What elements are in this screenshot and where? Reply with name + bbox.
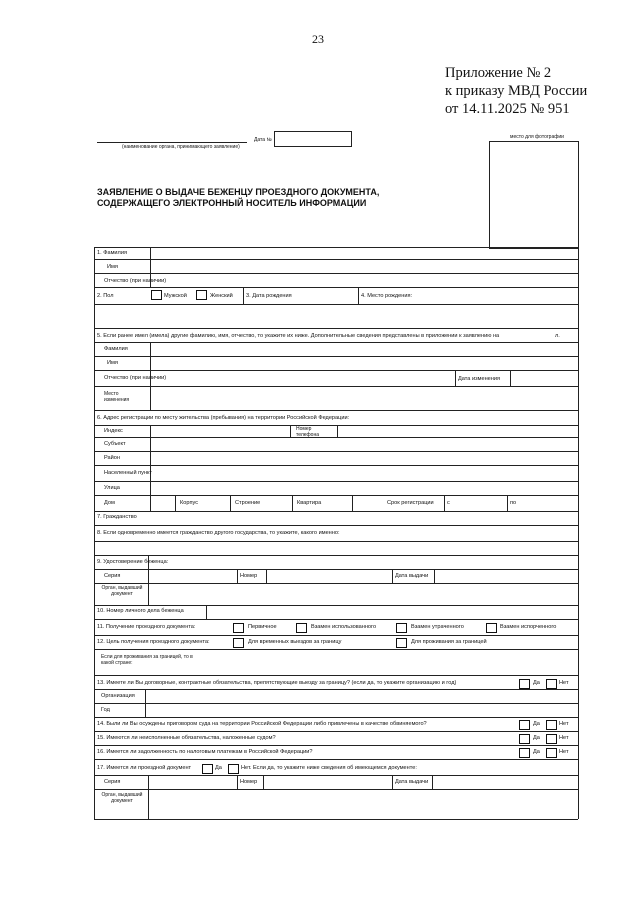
sex-male-checkbox[interactable] [151, 290, 162, 300]
conviction-no-checkbox[interactable] [546, 720, 557, 730]
obligations-label: 13. Имеете ли Вы договорные, контрактные обязательства, препятствующие выезду за границу? (если да, то укажите организацию и год) [97, 680, 457, 686]
sex-label: 2. Пол [97, 293, 114, 299]
existing-doc-yes-checkbox[interactable] [202, 764, 213, 774]
structure-label: Строение [235, 500, 261, 506]
doc-series-label: Серия [104, 779, 121, 785]
patronymic-label: Отчество (при наличии) [104, 278, 167, 284]
doc-number-label: Номер [240, 779, 258, 785]
existing-doc-label: 17. Имеется ли проездной документ [97, 765, 192, 771]
tax-no-checkbox[interactable] [546, 748, 557, 758]
receipt-lost-checkbox[interactable] [396, 623, 407, 633]
street-label: Улица [104, 485, 120, 491]
existing-doc-no-label: Нет. Если да, то укажите ниже сведения об имеющемся документе: [241, 765, 417, 771]
year-label: Год [101, 707, 110, 713]
reg-to-label: по [510, 500, 517, 506]
address-text: 6. Адрес регистрации по месту жительства (пребывания) на территории Российской Федерации: [97, 415, 350, 421]
page-number: 23 [312, 32, 324, 46]
sex-male-label: Мужской [164, 293, 187, 299]
receipt-damaged-checkbox[interactable] [486, 623, 497, 633]
reg-period-label: Срок регистрации [387, 500, 434, 506]
photo-placeholder [489, 141, 579, 249]
authority-line [97, 142, 247, 143]
reg-from-label: с [447, 500, 450, 506]
purpose-label: 12. Цель получения проездного документа: [97, 639, 210, 645]
appendix-line-3: от 14.11.2025 № 951 [445, 101, 570, 117]
settlement-label: Населенный пункт [104, 470, 153, 476]
building-label: Корпус [180, 500, 199, 506]
receipt-used-checkbox[interactable] [296, 623, 307, 633]
index-label: Индекс [104, 428, 123, 434]
court-no-label: Нет [559, 735, 569, 741]
doc-issue-date-label: Дата выдачи [395, 779, 429, 785]
apartment-label: Квартира [297, 500, 322, 506]
conviction-no-label: Нет [559, 721, 569, 727]
birthplace-label: 4. Место рождения: [361, 293, 413, 299]
sex-female-label: Женский [210, 293, 233, 299]
court-no-checkbox[interactable] [546, 734, 557, 744]
cert-issue-date-label: Дата выдачи [395, 573, 429, 579]
obligations-yes-checkbox[interactable] [519, 679, 530, 689]
existing-doc-no-checkbox[interactable] [228, 764, 239, 774]
prev-names-sheets: л. [555, 333, 560, 339]
surname-label: 1. Фамилия [97, 250, 127, 256]
purpose-residence-checkbox[interactable] [396, 638, 407, 648]
dual-citizenship-label: 8. Если одновременно имеется гражданство другого государства, то укажите, какого именно: [97, 530, 340, 536]
court-obligations-label: 15. Имеются ли неисполненные обязательства, наложенные судом? [97, 735, 276, 741]
name-input[interactable] [152, 261, 576, 272]
title-line-2: СОДЕРЖАЩЕГО ЭЛЕКТРОННЫЙ НОСИТЕЛЬ ИНФОРМАЦИИ [97, 198, 367, 208]
court-yes-label: Да [533, 735, 540, 741]
conviction-yes-label: Да [533, 721, 540, 727]
cert-number-label: Номер [240, 573, 258, 579]
change-place-label: Место изменения [104, 391, 130, 403]
sex-female-checkbox[interactable] [196, 290, 207, 300]
appendix-line-1: Приложение № 2 [445, 65, 552, 81]
appendix-line-2: к приказу МВД России [445, 83, 588, 99]
purpose-residence-label: Для проживания за границей [411, 639, 487, 645]
case-number-label: 10. Номер личного дела беженца [97, 608, 184, 614]
prev-names-text: 5. Если ранее имел (имела) другие фамилию, имя, отчество, то укажите их ниже. Дополнительные сведения представлены в приложении к заявлению на [97, 333, 500, 339]
doc-issuer-label: Орган, выдавший документ [101, 792, 143, 804]
prev-patronymic-label: Отчество (при наличии) [104, 375, 167, 381]
cert-series-label: Серия [104, 573, 121, 579]
receipt-lost-label: Взамен утраченного [411, 624, 464, 630]
tax-debt-label: 16. Имеется ли задолженность по налоговым платежам в Российской Федерации? [97, 749, 313, 755]
date-field[interactable] [274, 131, 352, 147]
house-label: Дом [104, 500, 115, 506]
conviction-yes-checkbox[interactable] [519, 720, 530, 730]
receipt-label: 11. Получение проездного документа: [97, 624, 196, 630]
form-title [97, 187, 379, 209]
receipt-used-label: Взамен использованного [311, 624, 377, 630]
subject-label: Субъект [104, 441, 126, 447]
tax-yes-checkbox[interactable] [519, 748, 530, 758]
residence-country-label: Если для проживания за границей, то в какой стране: [101, 654, 193, 666]
cert-issuer-label: Орган, выдавший документ [101, 585, 143, 597]
receipt-damaged-label: Взамен испорченного [500, 624, 557, 630]
obligations-no-checkbox[interactable] [546, 679, 557, 689]
purpose-temporary-label: Для временных выездов за границу [248, 639, 342, 645]
photo-label: место для фотографии [510, 134, 564, 140]
phone-label: Номер телефона [296, 426, 319, 438]
existing-doc-yes-label: Да [215, 765, 222, 771]
obligations-no-label: Нет [559, 680, 569, 686]
prev-name-label: Имя [107, 360, 118, 366]
change-date-label: Дата изменения [458, 376, 501, 382]
court-yes-checkbox[interactable] [519, 734, 530, 744]
receipt-primary-checkbox[interactable] [233, 623, 244, 633]
birthdate-label: 3. Дата рождения [246, 293, 292, 299]
authority-caption: (наименование органа, принимающего заявление) [122, 144, 240, 150]
name-label: Имя [107, 264, 118, 270]
tax-no-label: Нет [559, 749, 569, 755]
tax-yes-label: Да [533, 749, 540, 755]
prev-surname-label: Фамилия [104, 346, 128, 352]
patronymic-input[interactable] [152, 275, 576, 286]
district-label: Район [104, 455, 120, 461]
surname-input[interactable] [152, 249, 576, 258]
obligations-yes-label: Да [533, 680, 540, 686]
purpose-temporary-checkbox[interactable] [233, 638, 244, 648]
receipt-primary-label: Первичное [248, 624, 277, 630]
citizenship-label: 7. Гражданство [97, 514, 137, 520]
refugee-cert-label: 9. Удостоверение беженца: [97, 559, 169, 565]
appendix-block [445, 64, 587, 118]
organization-label: Организация [101, 693, 135, 699]
date-label: Дата № [254, 137, 272, 143]
title-line-1: ЗАЯВЛЕНИЕ О ВЫДАЧЕ БЕЖЕНЦУ ПРОЕЗДНОГО ДОКУМЕНТА, [97, 187, 380, 197]
conviction-label: 14. Были ли Вы осуждены приговором суда на территории Российской Федерации либо привлечены в качестве обвиняемого? [97, 721, 427, 727]
